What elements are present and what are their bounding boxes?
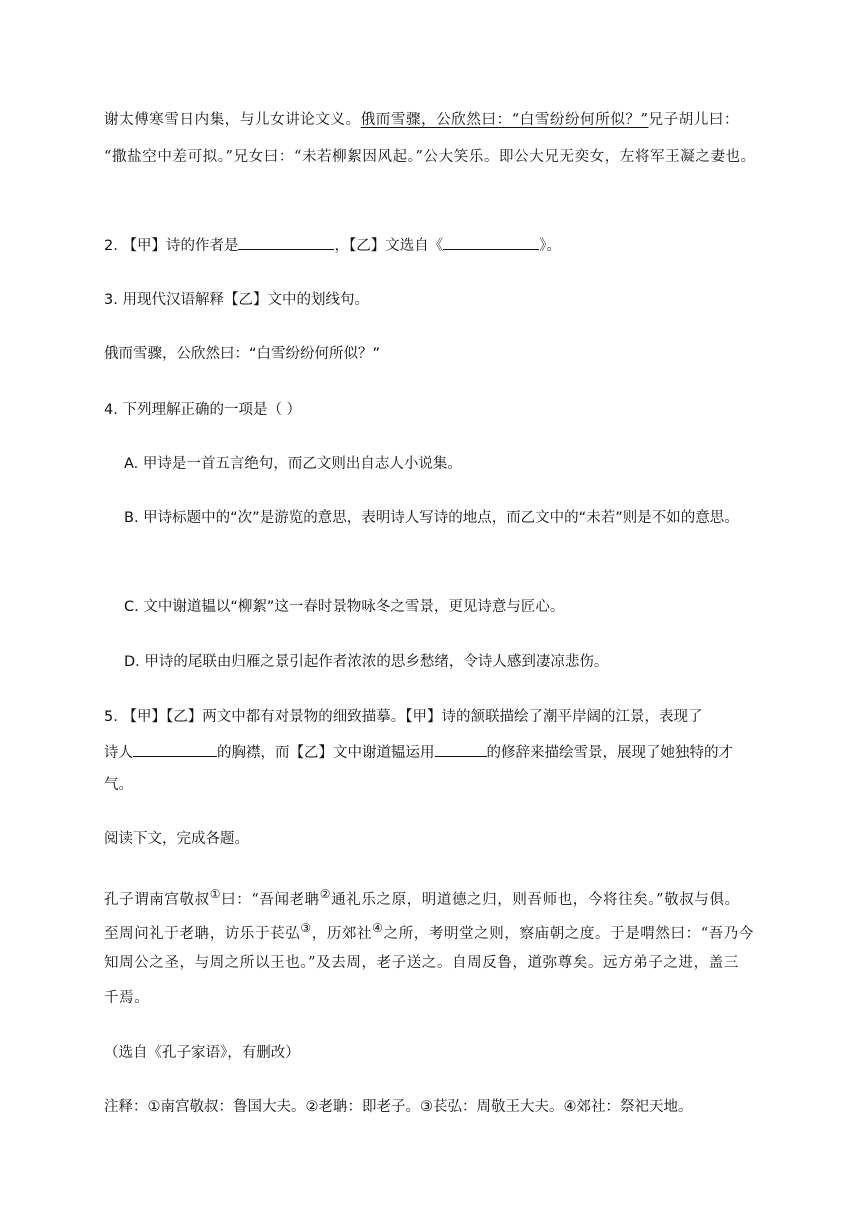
question-3-sentence: 俄而雪骤，公欣然曰：“白雪纷纷何所似？” [104,346,381,362]
annotations: 注释：①南宫敬叔：鲁国大夫。②老聃：即老子。③苌弘：周敬王大夫。④郊社：祭祀天地。 [104,1099,693,1115]
q5-text: 诗人 [104,745,133,761]
passage-2-line-4: 千焉。 [104,990,150,1006]
answer-blank-source[interactable] [443,235,539,250]
passage-yi-line-2: “撒盐空中差可拟。”兄女曰：“未若柳絮因风起。”公大笑乐。即公大兄无奕女，左将军王凝之妻也。 [104,149,756,165]
footnote-marker: ② [319,887,332,901]
answer-blank-mind[interactable] [133,742,217,757]
passage-text: 孔子谓南宫敬叔 [104,891,210,908]
passage-text: 至周问礼于老聃，访乐于苌弘 [104,925,301,942]
option-d[interactable]: D. 甲诗的尾联由归雁之景引起作者浓浓的思乡愁绪，令诗人感到凄凉悲伤。 [124,654,609,670]
passage-2-line-3: 知周公之圣，与周之所以王也。”及去周，老子送之。自周反鲁，道弥尊矣。远方弟子之进，盖三 [104,955,739,971]
passage-yi-line-1 [104,110,739,130]
option-c[interactable]: C. 文中谢道韫以“柳絮”这一春时景物咏冬之雪景，更见诗意与匠心。 [124,599,565,615]
passage-text: 谢太傅寒雪日内集，与儿女讲论文义。 [104,112,361,128]
source-note: （选自《孔子家语》，有删改） [104,1045,300,1061]
answer-blank-author[interactable] [238,235,334,250]
question-4-prompt: 4. 下列理解正确的一项是（ ） [104,402,302,418]
question-2 [104,235,561,256]
question-5-line-1: 5. 【甲】【乙】两文中都有对景物的细致描摹。【甲】诗的颔联描绘了潮平岸阔的江景，表现了 [104,709,703,725]
option-b[interactable]: B. 甲诗标题中的“次”是游览的意思，表明诗人写诗的地点，而乙文中的“未若”则是不如的意思。 [124,510,739,526]
passage-text: 通礼乐之原，明道德之归，则吾师也，今将往矣。”敬叔与俱。 [331,891,740,908]
q2-text: 》。 [539,238,561,254]
q2-text: 2. 【甲】诗的作者是 [104,238,239,254]
passage-text: 之所，考明堂之则，察庙朝之度。于是喟然曰：“吾乃今 [383,925,755,942]
footnote-marker: ④ [372,921,384,935]
question-5-line-2 [104,742,733,763]
passage-text: 曰：“吾闻老聃 [221,891,320,908]
q2-text: ，【乙】文选自《 [334,238,444,254]
question-3-prompt: 3. 用现代汉语解释【乙】文中的划线句。 [104,292,369,308]
passage-text: 兄子胡儿曰： [648,112,740,128]
answer-blank-rhetoric[interactable] [435,742,487,757]
q5-text: 的胸襟，而【乙】文中谢道韫运用 [217,745,435,761]
reading-instruction: 阅读下文，完成各题。 [104,831,249,847]
passage-2-line-1 [104,884,740,910]
passage-2-line-2 [104,918,754,944]
underlined-sentence: 俄而雪骤，公欣然曰：“白雪纷纷何所似？” [360,112,649,128]
footnote-marker: ① [209,887,222,901]
passage-text: ，历郊社 [311,925,373,942]
question-5-line-3: 气。 [104,777,133,793]
option-a[interactable]: A. 甲诗是一首五言绝句，而乙文则出自志人小说集。 [124,456,462,472]
q5-text: 的修辞来描绘雪景，展现了她独特的才 [486,745,733,761]
footnote-marker: ③ [300,921,312,935]
